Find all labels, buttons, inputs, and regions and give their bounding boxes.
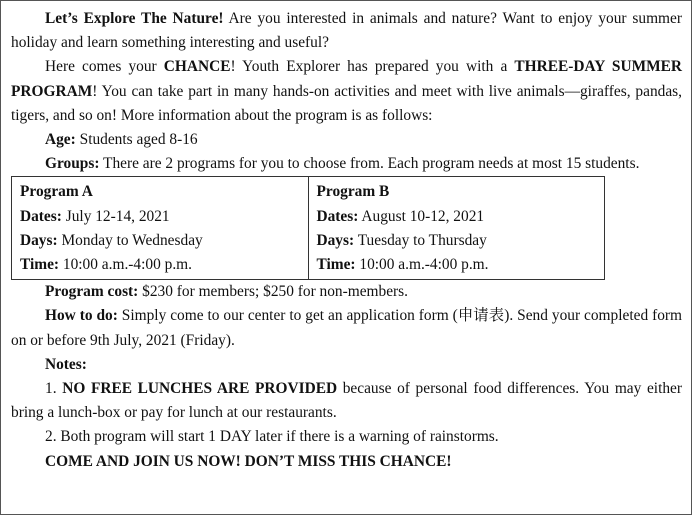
groups-paragraph bbox=[11, 152, 682, 176]
program-a-time-label: Time: bbox=[20, 256, 60, 274]
program-b-time-value: 10:00 a.m.-4:00 p.m. bbox=[355, 256, 489, 274]
note-1-prefix: 1. bbox=[45, 380, 63, 398]
program-b-dates-value: August 10-12, 2021 bbox=[358, 207, 485, 225]
cost-value: $230 for members; $250 for non-members. bbox=[138, 283, 409, 301]
program-b-name: Program B bbox=[316, 183, 390, 201]
program-a-time bbox=[20, 253, 300, 277]
howto-value: Simply come to our center to get an application form (申请表). Send your completed form on or before 9th July, 2021 (Friday). bbox=[11, 307, 682, 349]
program-b-dates-label: Dates: bbox=[316, 207, 359, 225]
notes-heading-line bbox=[11, 353, 682, 377]
chance-paragraph bbox=[11, 55, 682, 128]
note-1 bbox=[11, 377, 682, 425]
note-2 bbox=[11, 425, 682, 449]
program-a-dates bbox=[20, 205, 300, 229]
howto-paragraph bbox=[11, 304, 682, 352]
closing-line bbox=[11, 450, 682, 474]
cost-label: Program cost: bbox=[45, 283, 139, 301]
program-b-dates bbox=[317, 205, 597, 229]
program-b-time bbox=[317, 253, 597, 277]
program-a-cell bbox=[12, 177, 309, 280]
age-label: Age: bbox=[45, 131, 76, 149]
intro-paragraph bbox=[11, 7, 682, 55]
closing-text: COME AND JOIN US NOW! DON’T MISS THIS CHANCE! bbox=[45, 452, 452, 470]
cost-line bbox=[11, 280, 682, 304]
program-a-days-value: Monday to Wednesday bbox=[57, 231, 203, 249]
chance-text-2: ! Youth Explorer has prepared you with a bbox=[230, 58, 515, 76]
chance-text-1: Here comes your bbox=[45, 58, 164, 76]
chance-bold-1: CHANCE bbox=[163, 58, 231, 76]
notes-label: Notes: bbox=[45, 355, 87, 373]
program-a-dates-value: July 12-14, 2021 bbox=[61, 207, 170, 225]
program-b-cell bbox=[308, 177, 605, 280]
programs-table bbox=[11, 176, 605, 280]
program-b-days-label: Days: bbox=[316, 231, 355, 249]
chance-text-3: ! You can take part in many hands-on activities and meet with live animals—giraffes, pandas, tigers, and so on! More information about the program is as follows: bbox=[11, 82, 682, 124]
program-b-days-value: Tuesday to Thursday bbox=[354, 231, 487, 249]
note-1-bold: NO FREE LUNCHES ARE PROVIDED bbox=[62, 380, 338, 398]
program-b-days bbox=[317, 229, 597, 253]
age-line bbox=[11, 128, 682, 152]
chance-bold-2: THREE-DAY SUMMER PROGRAM bbox=[11, 58, 682, 100]
program-b-time-label: Time: bbox=[316, 256, 356, 274]
groups-label: Groups: bbox=[45, 155, 100, 173]
howto-label: How to do: bbox=[45, 307, 118, 325]
program-a-days-label: Days: bbox=[20, 231, 58, 249]
intro-text: Are you interested in animals and nature? Want to enjoy your summer holiday and learn something interesting and useful? bbox=[11, 10, 682, 52]
intro-heading: Let’s Explore The Nature! bbox=[45, 10, 224, 27]
note-1-text: because of personal food differences. You may either bring a lunch-box or pay for lunch at our restaurants. bbox=[11, 380, 682, 422]
programs-row bbox=[12, 177, 605, 280]
program-a-time-value: 10:00 a.m.-4:00 p.m. bbox=[59, 256, 192, 274]
age-value: Students aged 8-16 bbox=[75, 131, 198, 149]
groups-value: There are 2 programs for you to choose from. Each program needs at most 15 students. bbox=[99, 155, 640, 173]
program-a-name: Program A bbox=[20, 183, 93, 201]
note-2-text: 2. Both program will start 1 DAY later if there is a warning of rainstorms. bbox=[45, 428, 499, 446]
program-a-days bbox=[20, 229, 300, 253]
program-a-dates-label: Dates: bbox=[20, 207, 62, 225]
